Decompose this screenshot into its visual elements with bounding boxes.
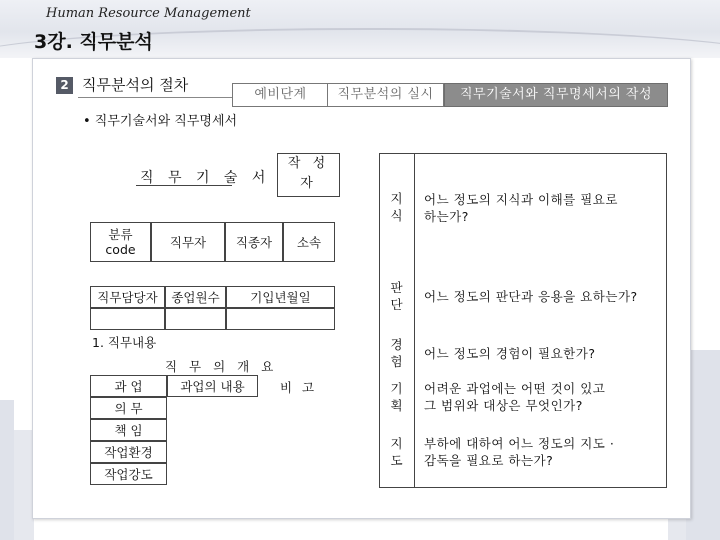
job-spec-divider (414, 153, 415, 488)
table-row-label: 작업강도 (90, 463, 167, 485)
table-header-task: 과 업 (90, 375, 167, 397)
step-conduct-analysis[interactable]: 직무분석의 실시 (327, 83, 444, 107)
spec-key: 기 획 (390, 381, 404, 413)
job-content-heading: 1. 직무내용 (92, 335, 157, 350)
table-header-task-content: 과업의 내용 (167, 375, 258, 397)
step-write-documents[interactable]: 직무기술서와 직무명세서의 작성 (444, 83, 668, 107)
section-title: 직무분석의 절차 (82, 76, 189, 94)
table-row-label: 책 임 (90, 419, 167, 441)
section-title-underline (78, 97, 238, 98)
form-cell-entry-date: 기입년월일 (226, 286, 335, 308)
form-title: 직 무 기 술 서 (140, 170, 271, 186)
table-header-remarks: 비 고 (280, 380, 318, 395)
spec-description: 어느 정도의 지식과 이해를 필요로 하는가? (424, 192, 618, 224)
spec-description: 어느 정도의 판단과 응용을 요하는가? (424, 289, 638, 304)
form-cell-classification: 분류 code (90, 222, 151, 262)
form-cell-empty (90, 308, 165, 330)
form-cell-empty (165, 308, 226, 330)
spec-key: 지 도 (390, 436, 404, 468)
form-cell-job-type: 직종자 (225, 222, 283, 262)
spec-description: 어려운 과업에는 어떤 것이 있고 그 범위와 대상은 무엇인가? (424, 381, 606, 413)
course-subject: Human Resource Management (46, 6, 251, 21)
form-cell-job-manager: 직무담당자 (90, 286, 165, 308)
author-box (277, 153, 340, 197)
form-cell-affiliation: 소속 (283, 222, 335, 262)
form-cell-employee-count: 종업원수 (165, 286, 226, 308)
form-cell-jobholder: 직무자 (151, 222, 225, 262)
spec-key: 경 험 (390, 337, 404, 369)
table-row-label: 의 무 (90, 397, 167, 419)
table-row-label: 작업환경 (90, 441, 167, 463)
step-preliminary[interactable]: 예비단계 (232, 83, 329, 107)
lecture-title: 3강. 직무분석 (34, 31, 153, 53)
spec-description: 부하에 대하여 어느 정도의 지도 · 감독을 필요로 하는가? (424, 436, 615, 468)
form-title-underline (136, 185, 232, 186)
spec-description: 어느 정도의 경험이 필요한가? (424, 346, 596, 361)
author-label: 작 성 자 (287, 156, 330, 191)
spec-key: 지 식 (390, 191, 404, 223)
job-overview-heading: 직 무 의 개 요 (165, 359, 278, 374)
section-number-badge: 2 (56, 77, 73, 94)
form-cell-empty (226, 308, 335, 330)
spec-key: 판 단 (390, 280, 404, 312)
bullet-heading: • 직무기술서와 직무명세서 (83, 114, 238, 129)
